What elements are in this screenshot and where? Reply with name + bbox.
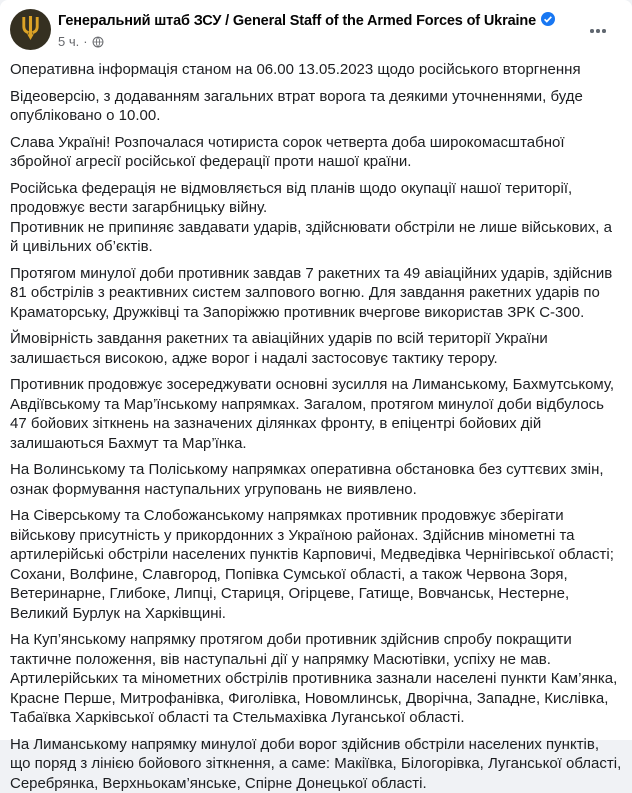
ellipsis-icon <box>590 29 594 33</box>
post-paragraph: Відеоверсію, з додаванням загальних втрат ворога та деякими уточненнями, буде опубліковано о 10.00. <box>10 87 622 126</box>
timestamp[interactable]: 5 ч. <box>58 34 79 49</box>
post-header <box>0 0 632 50</box>
post-paragraph: Ймовірність завдання ракетних та авіаційних ударів по всій території України залишається високою, адже ворог і надалі застосовує тактику терору. <box>10 329 622 368</box>
post-paragraph: На Лиманському напрямку минулої доби ворог здійснив обстріли населених пунктів, що поряд з лінією бойового зіткнення, а саме: Макіївка, Білогорівка, Луганської області, Серебрянка, Верхньокам’янське, Спірне Донецької області. <box>10 735 622 793</box>
post-body <box>0 50 632 793</box>
verified-badge-icon <box>541 12 555 31</box>
post-paragraph: Противник продовжує зосереджувати основні зусилля на Лиманському, Бахмутському, Авдіївському та Мар’їнському напрямках. Загалом, протягом минулої доби відбулось 47 бойових зіткнень на зазначених ділянках фронту, в епіцентрі бойових дій залишаються Бахмут та Мар’їнка. <box>10 375 622 453</box>
post-meta <box>58 34 582 49</box>
author-row <box>58 11 582 31</box>
author-name[interactable]: Генеральний штаб ЗСУ / General Staff of the Armed Forces of Ukraine <box>58 13 536 29</box>
avatar[interactable] <box>10 9 51 50</box>
post-paragraph: Слава Україні! Розпочалася чотириста сорок четверта доба широкомасштабної збройної агресії російської федерації проти нашої країни. <box>10 133 622 172</box>
meta-separator: · <box>83 34 87 49</box>
post-paragraph: Протягом минулої доби противник завдав 7 ракетних та 49 авіаційних ударів, здійснив 81 обстрілів з реактивних систем залпового вогню. Для завдання ракетних ударів по Краматорську, Дружківці та Запоріжжю противник вчергове використав ЗРК С-300. <box>10 264 622 323</box>
post-paragraph: На Куп’янському напрямку протягом доби противник здійснив спробу покращити тактичне положення, вів наступальні дії у напрямку Масютівки, успіху не мав. Артилерійських та мінометних обстрілів противника зазнали населені пункти Кам’янка, Красне Перше, Митрофанівка, Фиголівка, Новомлинськ, Дворічна, Западне, Кислівка, Табаївка Харківської області та Стельмахівка Луганської області. <box>10 630 622 728</box>
ukraine-trident-icon <box>19 14 42 46</box>
post-paragraph: Противник не припиняє завдавати ударів, здійснювати обстріли не лише військових, а й цивільних об’єктів. <box>10 218 622 257</box>
post-paragraph: Російська федерація не відмовляється від планів щодо окупації нашої території, продовжує вести загарбницьку війну. <box>10 179 622 218</box>
post-paragraph: На Волинському та Поліському напрямках оперативна обстановка без суттєвих змін, ознак формування наступальних угруповань не виявлено. <box>10 460 622 499</box>
post-header-text <box>58 9 582 49</box>
post-paragraph: Оперативна інформація станом на 06.00 13.05.2023 щодо російського вторгнення <box>10 60 622 80</box>
post-options-button[interactable] <box>582 19 614 43</box>
globe-icon <box>92 36 104 48</box>
post-paragraph: На Сіверському та Слобожанському напрямках противник продовжує зберігати військову присутність у прикордонних з Україною районах. Здійснив мінометні та артилерійські обстріли населених пунктів Карповичі, Медведівка Чернігівської області; Сохани, Волфине, Славгород, Попівка Сумської області, а також Червона Зоря, Ветеринарне, Глибоке, Липці, Стариця, Огірцеве, Гатище, Вовчанськ, Нестерне, Великий Бурлук на Харківщині. <box>10 506 622 623</box>
